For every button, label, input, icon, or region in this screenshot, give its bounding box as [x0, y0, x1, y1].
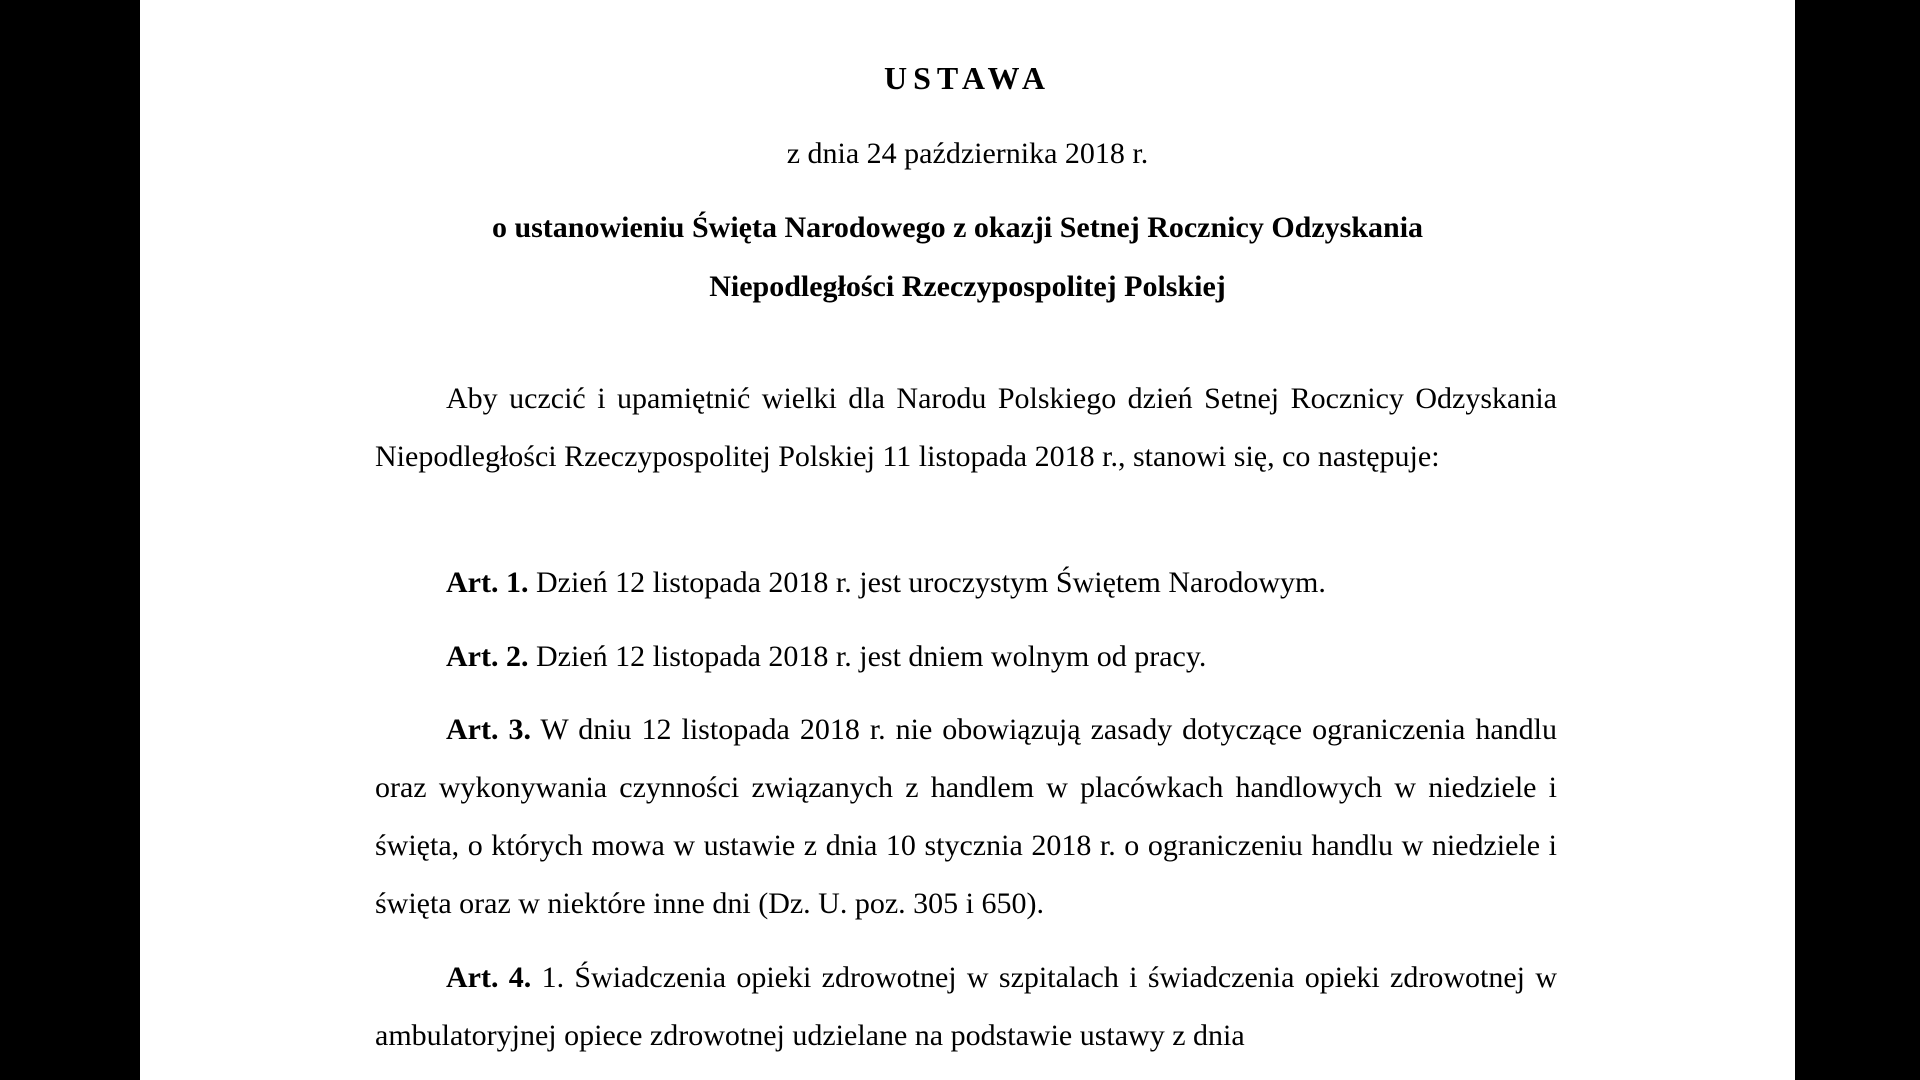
article-2-label: Art. 2. [446, 640, 529, 673]
article-2 [375, 628, 1557, 686]
article-4 [375, 949, 1557, 1065]
article-3-label: Art. 3. [446, 713, 531, 746]
article-1 [375, 554, 1557, 612]
article-2-text: Dzień 12 listopada 2018 r. jest dniem wolnym od pracy. [528, 640, 1207, 673]
document-title: USTAWA [884, 60, 1051, 96]
article-1-label: Art. 1. [446, 566, 529, 599]
article-1-text: Dzień 12 listopada 2018 r. jest uroczystym Świętem Narodowym. [528, 566, 1326, 599]
article-4-label: Art. 4. [446, 961, 532, 994]
document-subject-line-2: Niepodległości Rzeczypospolitej Polskiej [709, 270, 1226, 303]
article-3 [375, 701, 1557, 933]
document-date: z dnia 24 października 2018 r. [786, 137, 1149, 170]
preamble-paragraph: Aby uczcić i upamiętnić wielki dla Narodu Polskiego dzień Setnej Rocznicy Odzyskania Niepodległości Rzeczypospolitej Polskiej 11 listopada 2018 r., stanowi się, co następuje: [375, 382, 1557, 473]
article-4-text: 1. Świadczenia opieki zdrowotnej w szpitalach i świadczenia opieki zdrowotnej w ambulatoryjnej opiece zdrowotnej udzielane na podstawie ustawy z dnia [375, 961, 1557, 1052]
article-3-text: W dniu 12 listopada 2018 r. nie obowiązują zasady dotyczące ograniczenia handlu oraz wykonywania czynności związanych z handlem w placówkach handlowych w niedziele i święta, o których mowa w ustawie z dnia 10 stycznia 2018 r. o ograniczeniu handlu w niedziele i święta oraz w niektóre inne dni (Dz. U. poz. 305 i 650). [375, 713, 1557, 920]
document-subject-line-1: o ustanowieniu Święta Narodowego z okazji Setnej Rocznicy Odzyskania [491, 211, 1424, 244]
document-page [140, 0, 1795, 1080]
